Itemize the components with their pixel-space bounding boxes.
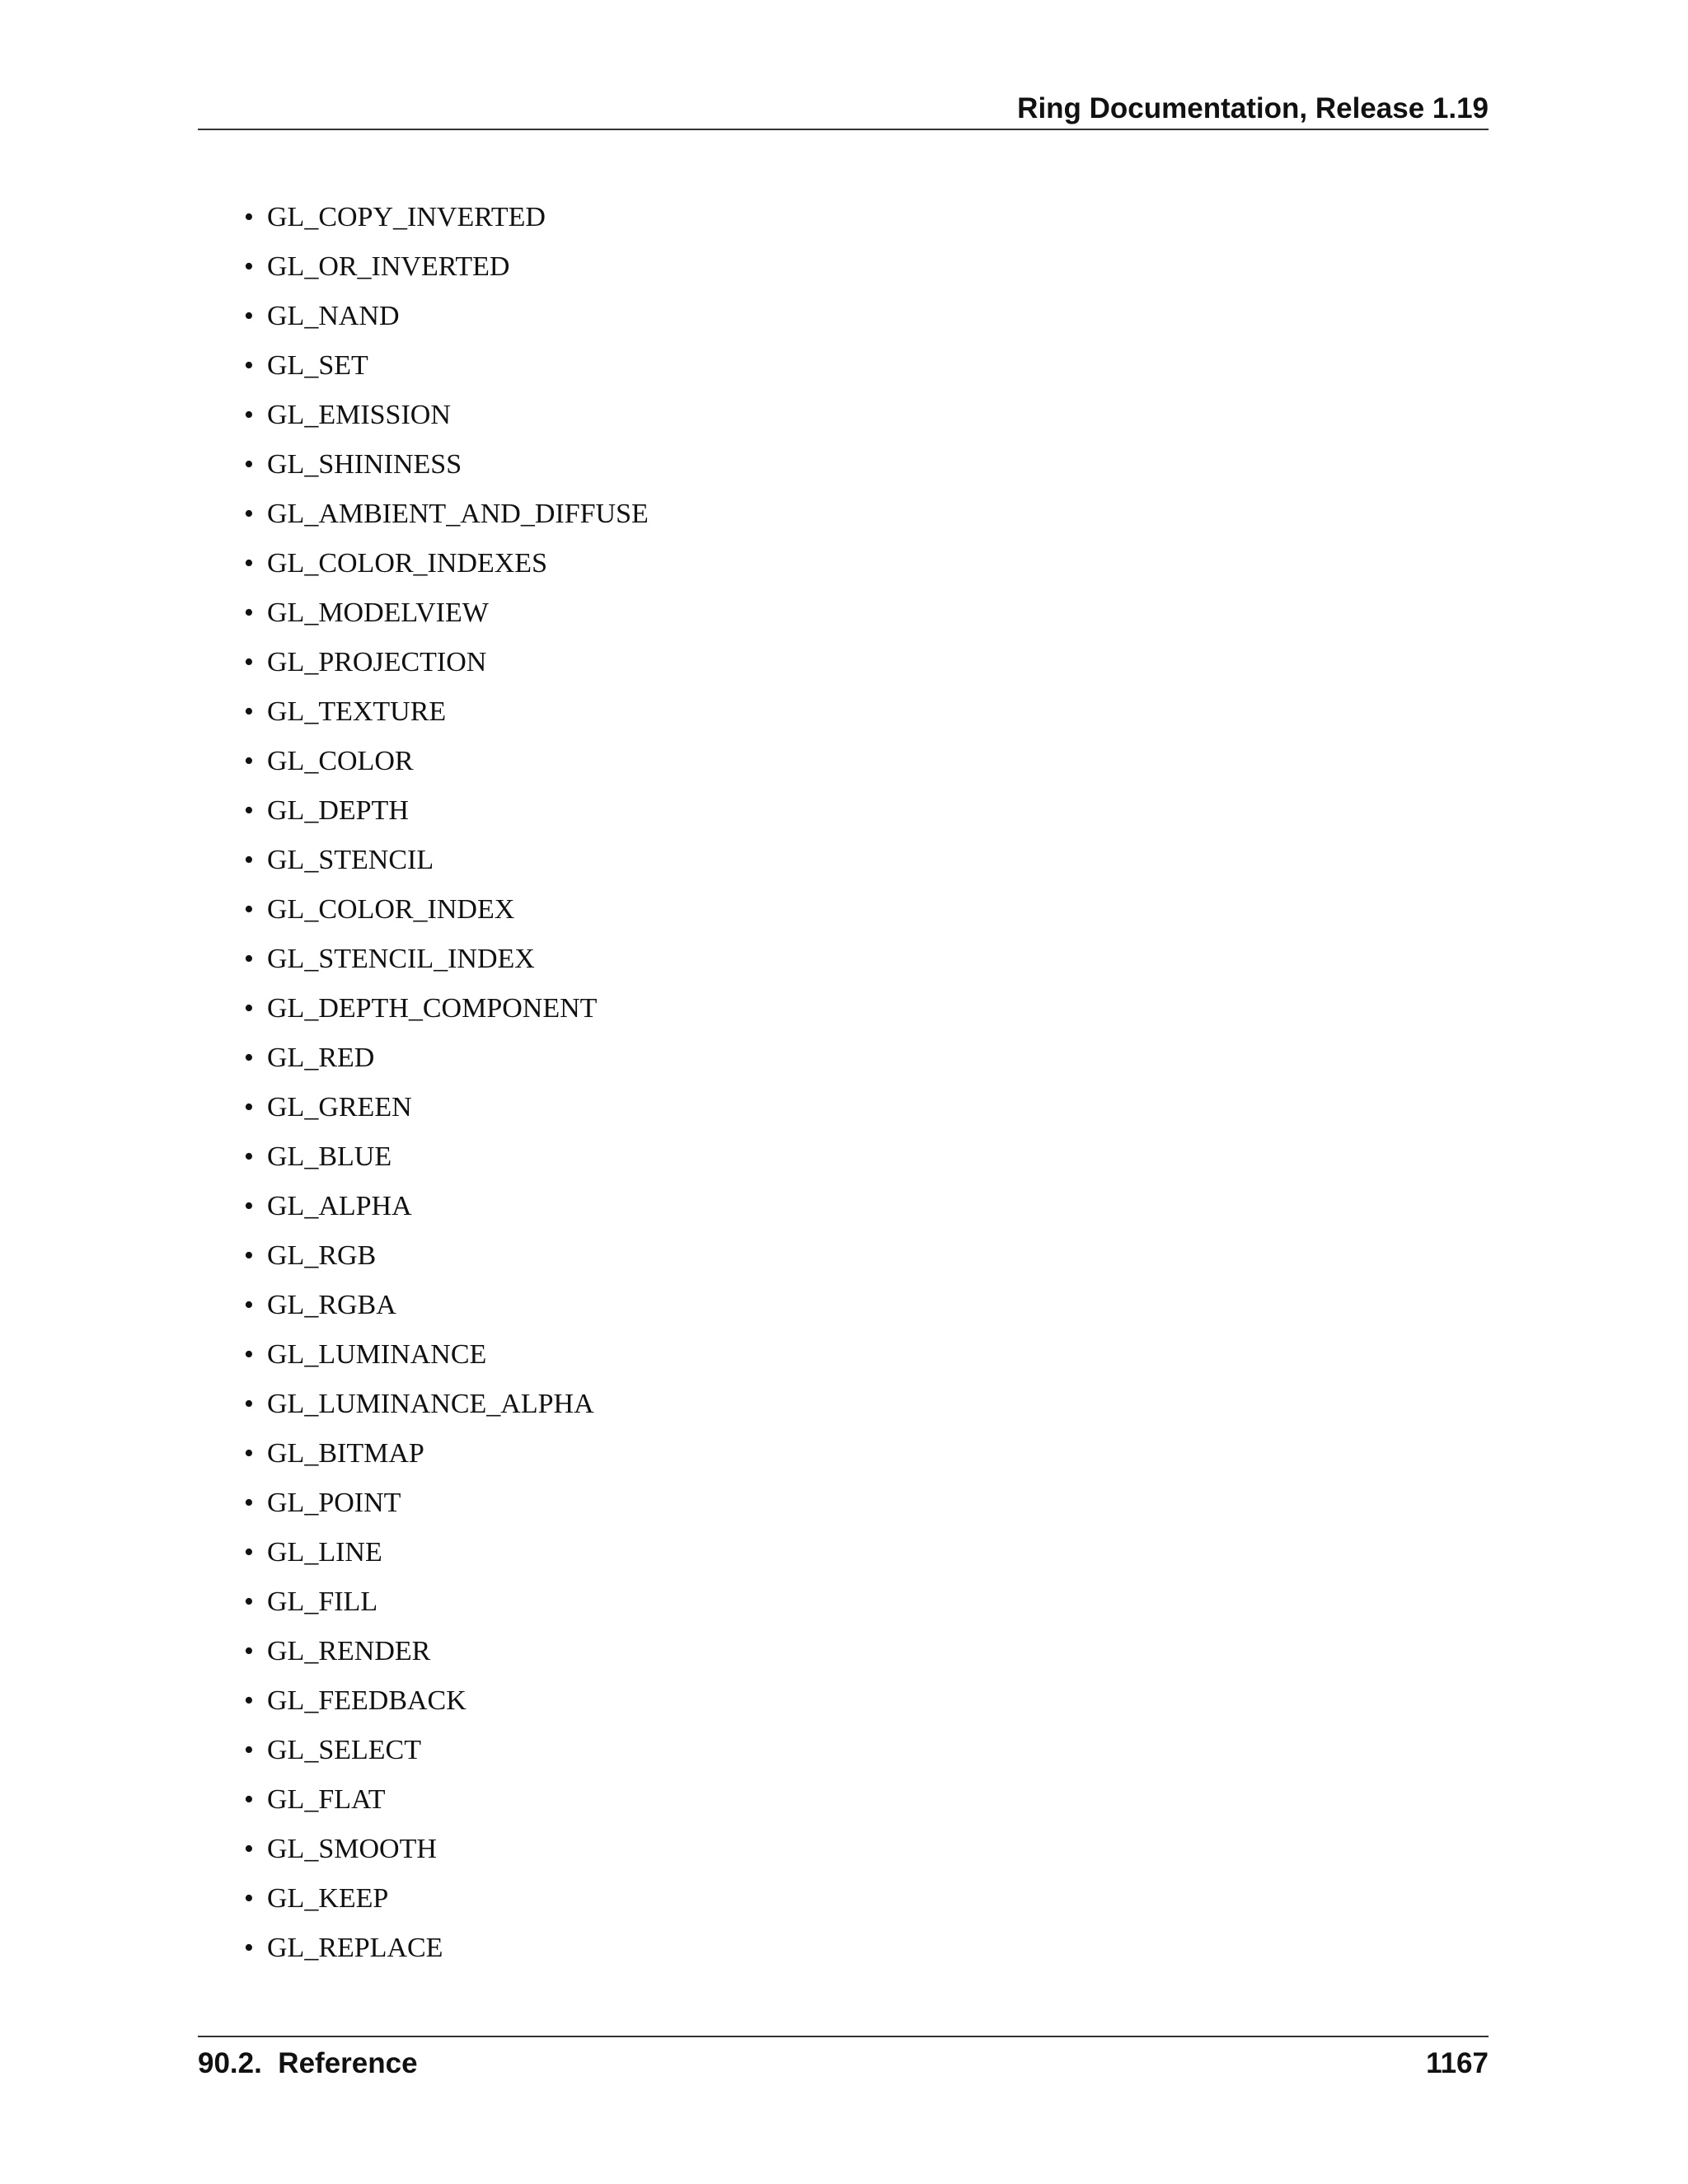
document-title: Ring Documentation, Release 1.19 bbox=[1017, 92, 1489, 124]
list-item bbox=[241, 1777, 649, 1826]
list-item bbox=[241, 1579, 649, 1629]
list-item bbox=[241, 837, 649, 887]
bullet-icon: • bbox=[244, 746, 254, 776]
bullet-icon: • bbox=[244, 1933, 254, 1963]
list-item bbox=[241, 590, 649, 640]
bullet-icon: • bbox=[244, 301, 254, 331]
bullet-icon: • bbox=[244, 1389, 254, 1419]
constant-name: GL_BLUE bbox=[267, 1141, 392, 1172]
bullet-icon: • bbox=[244, 1784, 254, 1815]
bullet-icon: • bbox=[244, 1735, 254, 1765]
bullet-icon: • bbox=[244, 993, 254, 1024]
bullet-icon: • bbox=[244, 499, 254, 529]
bullet-icon: • bbox=[244, 1636, 254, 1666]
bullet-icon: • bbox=[244, 1834, 254, 1864]
list-item bbox=[241, 1134, 649, 1183]
constant-name: GL_EMISSION bbox=[267, 400, 451, 430]
bullet-icon: • bbox=[244, 350, 254, 381]
constant-name: GL_RENDER bbox=[267, 1636, 431, 1666]
list-item bbox=[241, 936, 649, 986]
bullet-icon: • bbox=[244, 1488, 254, 1518]
list-item bbox=[241, 293, 649, 343]
page-footer bbox=[198, 2036, 1489, 2085]
list-item bbox=[241, 1727, 649, 1777]
constant-name: GL_AMBIENT_AND_DIFFUSE bbox=[267, 499, 649, 529]
page-number: 1167 bbox=[1426, 2047, 1489, 2079]
list-item bbox=[241, 1431, 649, 1480]
bullet-icon: • bbox=[244, 1685, 254, 1716]
bullet-icon: • bbox=[244, 795, 254, 826]
constant-name: GL_COLOR_INDEXES bbox=[267, 548, 547, 579]
bullet-icon: • bbox=[244, 1537, 254, 1568]
list-item bbox=[241, 689, 649, 738]
list-item bbox=[241, 244, 649, 293]
page-header bbox=[198, 89, 1489, 130]
list-item bbox=[241, 1233, 649, 1282]
constant-name: GL_FEEDBACK bbox=[267, 1685, 467, 1716]
constant-list bbox=[241, 194, 649, 1975]
constant-name: GL_MODELVIEW bbox=[267, 598, 489, 628]
bullet-icon: • bbox=[244, 400, 254, 430]
list-item bbox=[241, 1332, 649, 1381]
constant-name: GL_SELECT bbox=[267, 1735, 421, 1765]
list-item bbox=[241, 1480, 649, 1530]
bullet-icon: • bbox=[244, 1240, 254, 1271]
constant-name: GL_PROJECTION bbox=[267, 647, 487, 677]
list-item bbox=[241, 392, 649, 442]
list-item bbox=[241, 1085, 649, 1134]
list-item bbox=[241, 1678, 649, 1727]
list-item bbox=[241, 1381, 649, 1431]
constant-name: GL_DEPTH_COMPONENT bbox=[267, 993, 598, 1024]
bullet-icon: • bbox=[244, 944, 254, 974]
constant-name: GL_COPY_INVERTED bbox=[267, 202, 546, 232]
list-item bbox=[241, 1876, 649, 1925]
constant-name: GL_SET bbox=[267, 350, 368, 381]
constant-name: GL_COLOR_INDEX bbox=[267, 894, 515, 925]
bullet-icon: • bbox=[244, 202, 254, 232]
bullet-icon: • bbox=[244, 251, 254, 282]
bullet-icon: • bbox=[244, 1883, 254, 1914]
constant-name: GL_DEPTH bbox=[267, 795, 409, 826]
bullet-icon: • bbox=[244, 449, 254, 480]
list-item bbox=[241, 343, 649, 392]
constant-name: GL_GREEN bbox=[267, 1092, 412, 1122]
list-item bbox=[241, 442, 649, 491]
constant-name: GL_STENCIL_INDEX bbox=[267, 944, 535, 974]
bullet-icon: • bbox=[244, 1043, 254, 1073]
list-item bbox=[241, 1282, 649, 1332]
constant-name: GL_KEEP bbox=[267, 1883, 389, 1914]
list-item bbox=[241, 541, 649, 590]
constant-name: GL_RGB bbox=[267, 1240, 377, 1271]
list-item bbox=[241, 887, 649, 936]
list-item bbox=[241, 1826, 649, 1876]
bullet-icon: • bbox=[244, 1191, 254, 1221]
list-item bbox=[241, 1629, 649, 1678]
bullet-icon: • bbox=[244, 548, 254, 579]
list-item bbox=[241, 788, 649, 837]
constant-name: GL_SMOOTH bbox=[267, 1834, 437, 1864]
bullet-icon: • bbox=[244, 647, 254, 677]
bullet-icon: • bbox=[244, 696, 254, 727]
bullet-icon: • bbox=[244, 1092, 254, 1122]
list-item bbox=[241, 1183, 649, 1233]
bullet-icon: • bbox=[244, 1586, 254, 1617]
bullet-icon: • bbox=[244, 1290, 254, 1320]
constant-name: GL_FILL bbox=[267, 1586, 378, 1617]
section-reference: 90.2. Reference bbox=[198, 2047, 418, 2079]
bullet-icon: • bbox=[244, 1339, 254, 1370]
constant-name: GL_STENCIL bbox=[267, 845, 434, 875]
bullet-icon: • bbox=[244, 845, 254, 875]
list-item bbox=[241, 738, 649, 788]
constant-name: GL_LUMINANCE_ALPHA bbox=[267, 1389, 594, 1419]
constant-name: GL_TEXTURE bbox=[267, 696, 447, 727]
list-item bbox=[241, 1530, 649, 1579]
constant-name: GL_COLOR bbox=[267, 746, 414, 776]
constant-name: GL_FLAT bbox=[267, 1784, 386, 1815]
constant-name: GL_OR_INVERTED bbox=[267, 251, 510, 282]
list-item bbox=[241, 491, 649, 541]
constant-name: GL_REPLACE bbox=[267, 1933, 443, 1963]
bullet-icon: • bbox=[244, 1438, 254, 1469]
constant-name: GL_POINT bbox=[267, 1488, 401, 1518]
list-item bbox=[241, 1925, 649, 1975]
list-item bbox=[241, 640, 649, 689]
list-item bbox=[241, 194, 649, 244]
constant-name: GL_RGBA bbox=[267, 1290, 396, 1320]
bullet-icon: • bbox=[244, 598, 254, 628]
constant-name: GL_SHININESS bbox=[267, 449, 462, 480]
bullet-icon: • bbox=[244, 894, 254, 925]
constant-name: GL_RED bbox=[267, 1043, 375, 1073]
constant-name: GL_LINE bbox=[267, 1537, 382, 1568]
list-item bbox=[241, 1035, 649, 1085]
bullet-icon: • bbox=[244, 1141, 254, 1172]
constant-name: GL_ALPHA bbox=[267, 1191, 412, 1221]
constant-name: GL_NAND bbox=[267, 301, 400, 331]
constant-name: GL_LUMINANCE bbox=[267, 1339, 487, 1370]
list-item bbox=[241, 986, 649, 1035]
constant-name: GL_BITMAP bbox=[267, 1438, 424, 1469]
